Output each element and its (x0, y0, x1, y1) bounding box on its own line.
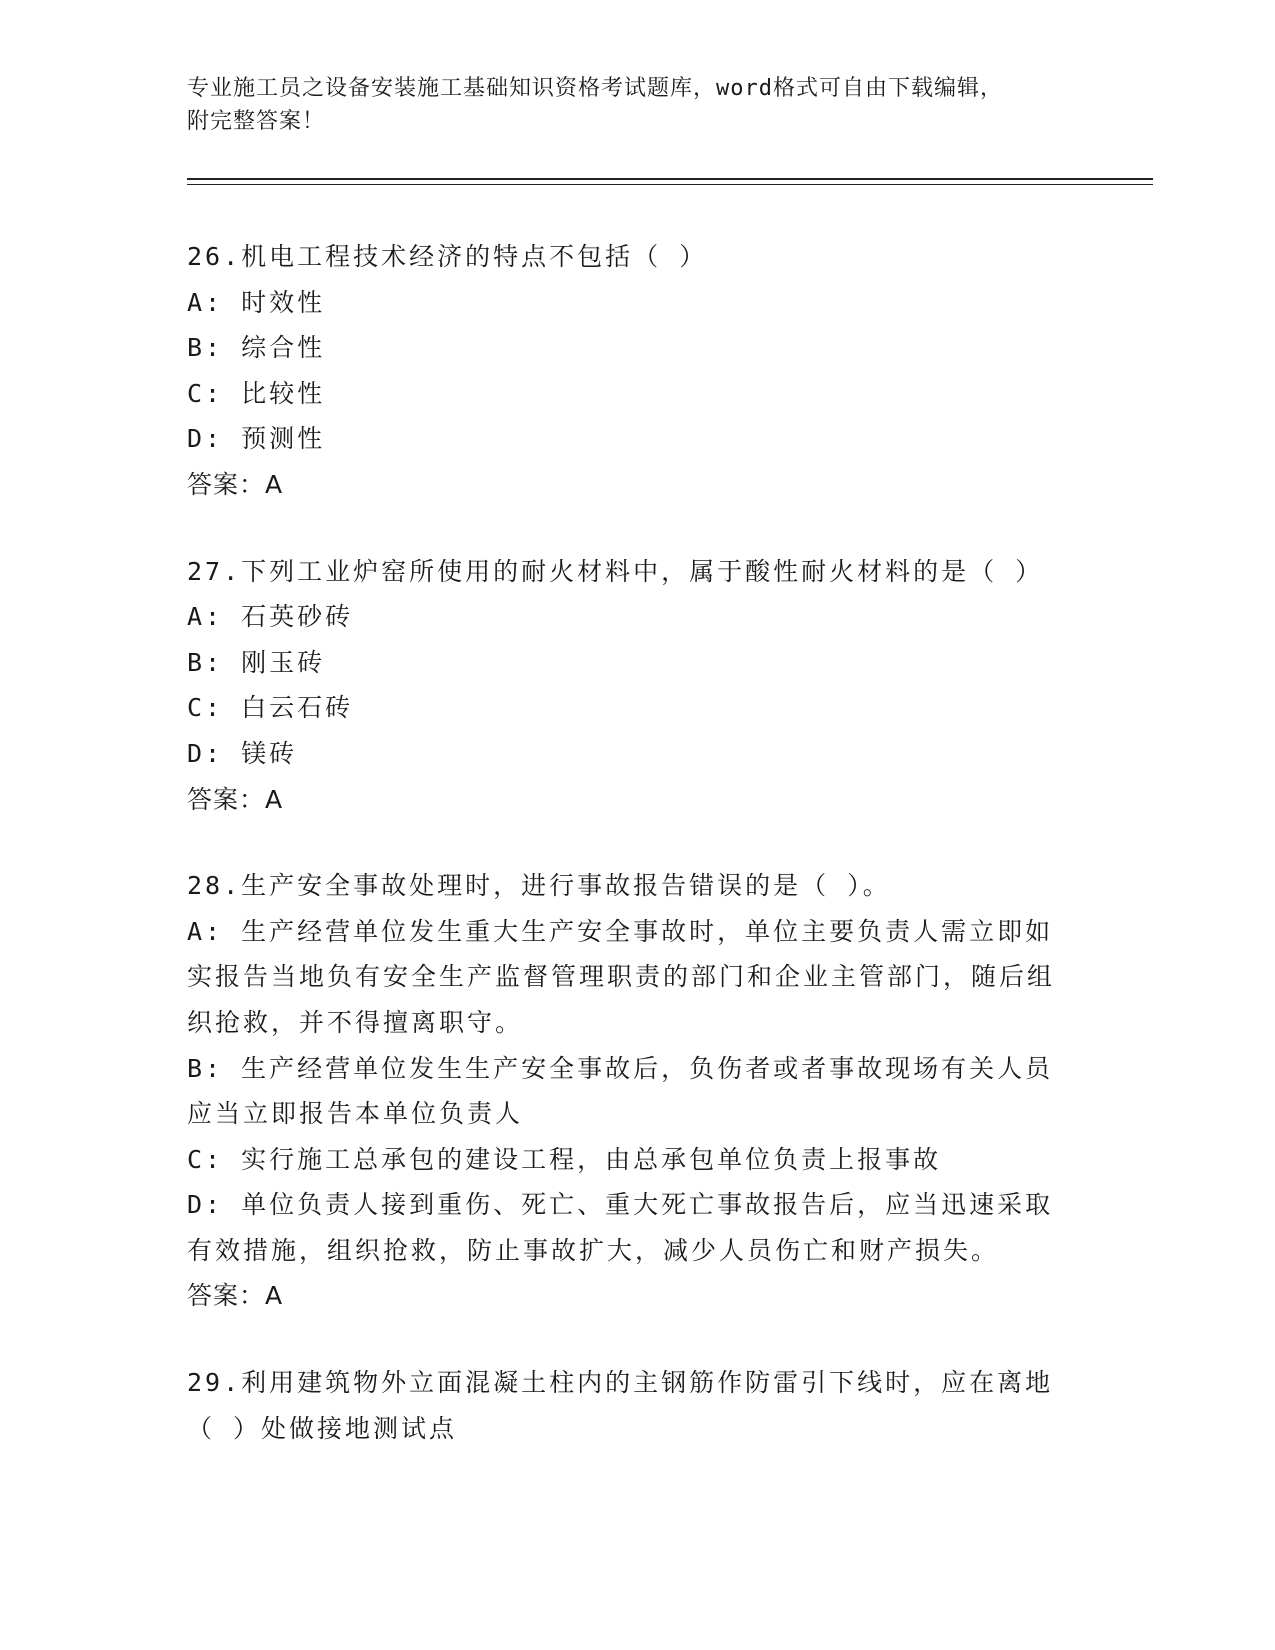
option-a: A: 石英砂砖 (187, 602, 354, 632)
header-line-2: 附完整答案！ (187, 109, 326, 134)
answer: 答案：A (187, 784, 284, 814)
question-28 (187, 863, 1067, 1319)
option-b: B: 刚玉砖 (187, 647, 326, 677)
option-c: C: 白云石砖 (187, 693, 354, 723)
question-stem: 26.机电工程技术经济的特点不包括（ ） (187, 242, 708, 271)
option-c: C: 实行施工总承包的建设工程，由总承包单位负责上报事故 (187, 1144, 942, 1174)
question-list (187, 234, 1067, 1492)
option-d: D: 预测性 (187, 424, 326, 454)
header-divider-thick (187, 178, 1153, 180)
document-header (187, 72, 1067, 138)
question-stem: 28.生产安全事故处理时，进行事故报告错误的是（ ）。 (187, 871, 891, 901)
option-c: C: 比较性 (187, 378, 326, 408)
question-29 (187, 1360, 1067, 1451)
question-27 (187, 549, 1067, 823)
header-line-1: 专业施工员之设备安装施工基础知识资格考试题库，word格式可自由下载编辑， (187, 76, 1003, 101)
option-b: B: 综合性 (187, 333, 326, 363)
option-d: D: 单位负责人接到重伤、死亡、重大死亡事故报告后，应当迅速采取有效措施，组织抢救，防止事故扩大，减少人员伤亡和财产损失。 (187, 1190, 1054, 1265)
option-a: A: 时效性 (187, 287, 326, 317)
answer: 答案：A (187, 1281, 284, 1311)
question-stem: 29.利用建筑物外立面混凝土柱内的主钢筋作防雷引下线时，应在离地（ ）处做接地测试点 (187, 1368, 1054, 1443)
option-d: D: 镁砖 (187, 738, 298, 768)
question-26 (187, 234, 1067, 508)
answer: 答案：A (187, 469, 284, 499)
option-b: B: 生产经营单位发生生产安全事故后，负伤者或者事故现场有关人员应当立即报告本单位负责人 (187, 1053, 1054, 1129)
header-divider-thin (187, 184, 1153, 185)
question-stem: 27.下列工业炉窑所使用的耐火材料中，属于酸性耐火材料的是（ ） (187, 556, 1044, 586)
option-a: A: 生产经营单位发生重大生产安全事故时，单位主要负责人需立即如实报告当地负有安全生产监督管理职责的部门和企业主管部门，随后组织抢救，并不得擅离职守。 (187, 916, 1056, 1037)
